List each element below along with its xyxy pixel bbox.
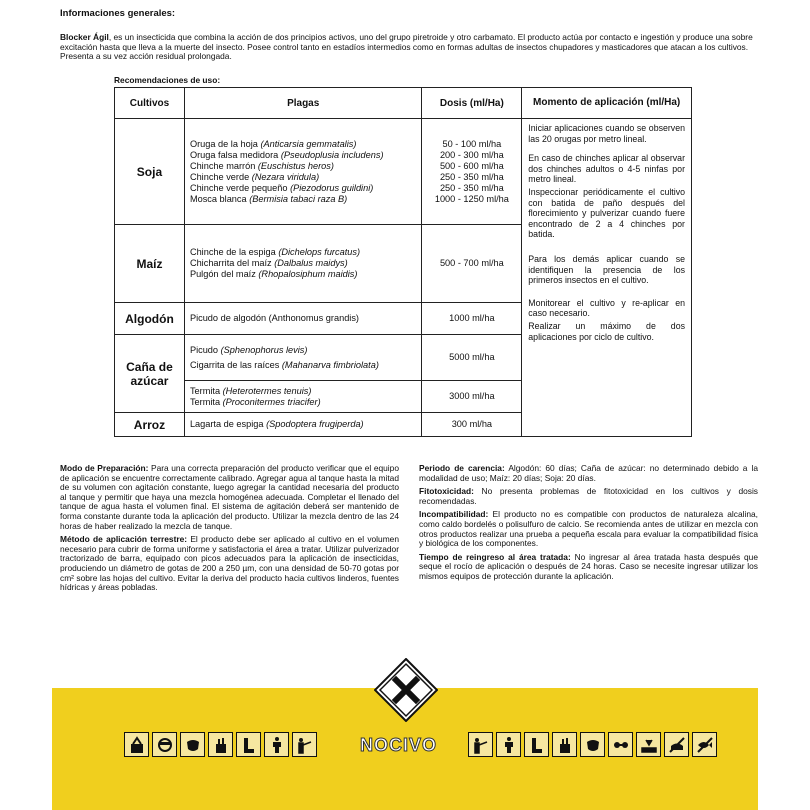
spraying-icon: [468, 732, 493, 757]
momento-item: Monitorear el cultivo y re-aplicar en caso necesario.: [528, 297, 685, 319]
mask-icon: [580, 732, 605, 757]
pest-item: Pulgón del maíz (Rhopalosiphum maidis): [189, 269, 358, 279]
preparation: Modo de Preparación: Para una correcta preparación del producto verificar que el equipo de aplicación se encuentre correctamente calibrado. Agregar agua al tanque hasta la mitad de su volumen con agitación constante, luego agregar la cantidad necesaria del producto al tanque y permitir que haya una mezcla homogénea adecuada. Completar el llenado del tanque de agua hasta el volumen final. El sistema de agitación deberá ser mantenido de forma constante durante toda la aplicación del producto. Utilizar la mezcla dentro de las 24 horas de haber realizado la mezcla de tanque.: [60, 463, 399, 531]
dose-item: 250 - 350 ml/ha: [439, 171, 504, 182]
pest-item: Chinche de la espiga (Dichelops furcatus): [189, 247, 361, 257]
dose-item: 250 - 350 ml/ha: [439, 182, 504, 193]
pest-item: Termita (Proconitermes triacifer): [189, 396, 321, 407]
pests-cana-1: [184, 335, 422, 381]
crop-maiz: Maíz: [115, 225, 185, 303]
momento-item: Inspeccionar periódicamente el cultivo con batida de paño después del florecimiento y pulverizar cuando fuere encontrado de 2 a 4 chinches por batida.: [528, 186, 685, 240]
crop-cana-line1: Caña de: [126, 359, 173, 374]
general-info: [60, 8, 758, 62]
reingreso: Tiempo de reingreso al área tratada: No ingresar al área tratada hasta después que seque el rocío de aplicación o después de 24 horas. Caso se necesite ingresar utilizar los mismos equipos de protección durante la aplicación.: [419, 551, 758, 581]
dose-maiz: 500 - 700 ml/ha: [422, 225, 522, 303]
recommendations-title: Recomendaciones de uso:: [114, 75, 221, 85]
recommendations-table: [114, 87, 692, 437]
gloves-icon: [552, 732, 577, 757]
gloves-icon: [208, 732, 233, 757]
incompatibilidad: Incompatibilidad: El producto no es compatible con productos de naturaleza alcalina, como caldo bordelés o polisulfuro de calcio. Se recomienda antes de utilizar en mezcla con otros productos realizar una prueba a pequeña escala para evaluar la compatibilidad física y biológica de los componentes.: [419, 509, 758, 549]
pest-item: Termita (Heterotermes tenuis): [189, 385, 312, 396]
dose-cana-1: 5000 ml/ha: [422, 335, 522, 381]
hazard-label: NOCIVO: [360, 735, 438, 755]
crop-algodon: Algodón: [115, 303, 185, 335]
pest-item: Mosca blanca (Bermisia tabaci raza B): [189, 193, 348, 204]
pests-maiz: [184, 225, 422, 303]
general-intro: [60, 33, 758, 62]
mask-icon: [180, 732, 205, 757]
crop-cana: [115, 335, 185, 413]
header-momento: Momento de aplicación (ml/Ha): [522, 88, 692, 119]
pest-item: Oruga de la hoja (Anticarsia gemmatalis): [189, 138, 357, 149]
row-soja: [115, 119, 692, 225]
product-name: Blocker Ágil: [60, 32, 109, 42]
intro-text: , es un insecticida que combina la acción de dos principios activos, uno del grupo piretroide y otro carbamato. El producto actúa por contacto e ingestión y produce una sobre excitación hasta que lleva a la muerte del insecto. Posee control tanto en estadíos intermedios como en formas adultas de insectos chupadores y masticadores que atacan a los cultivos. Presenta a su vez acción residual prolongada.: [60, 32, 753, 62]
momento-item: Iniciar aplicaciones cuando se observen las 20 orugas por metro lineal.: [528, 123, 685, 144]
overall-icon: [264, 732, 289, 757]
table-header: [115, 88, 692, 119]
crop-cana-line2: azúcar: [130, 373, 169, 388]
header-cultivos: Cultivos: [115, 88, 185, 119]
general-heading: Informaciones generales:: [60, 8, 176, 19]
application-method: Método de aplicación terrestre: El producto debe ser aplicado al cultivo en el volumen necesario para cubrir de forma uniforme y satisfactoria el área a tratar. Utilizar pulverizador tractorizado de barra, equipado con picos adecuados para la aplicación de insecticidas, produciendo un diámetro de gotas de 200 a 250 µm, con una densidad de 50-70 gotas por cm² sobre las hojas del cultivo. Evitar la deriva del producto hacia cultivos linderos, fuentes hídricas y áreas pobladas.: [60, 534, 399, 593]
pest-item: Chinche verde pequeño (Piezodorus guildini): [189, 182, 374, 193]
dose-algodon: 1000 ml/ha: [422, 303, 522, 335]
pest-item: Cigarrita de las raíces (Mahanarva fimbriolata): [189, 359, 379, 370]
overall-icon: [496, 732, 521, 757]
momento-item: Para los demás aplicar cuando se identifiquen la presencia de los primeros insectos en el cultivo.: [528, 253, 685, 286]
left-pictograms: [124, 732, 317, 758]
face-shield-icon: [152, 732, 177, 757]
doses-soja: [422, 119, 522, 225]
pest-algodon: Picudo de algodón (Anthonomus grandis): [184, 303, 422, 335]
pest-item: Chinche verde (Nezara viridula): [189, 171, 320, 182]
pest-arroz: Lagarta de espiga (Spodoptera frugiperda): [184, 413, 422, 437]
boots-icon: [524, 732, 549, 757]
right-pictograms: [468, 732, 717, 758]
fitotoxicidad: Fitotoxicidad: No presenta problemas de fitotoxicidad en los cultivos y dosis recomendadas.: [419, 486, 758, 506]
dose-item: 500 - 600 ml/ha: [439, 160, 504, 171]
dose-arroz: 300 ml/ha: [422, 413, 522, 437]
hazard-diamond: [374, 658, 438, 722]
pest-item: Oruga falsa medidora (Pseudoplusia includens): [189, 149, 384, 160]
spraying-icon: [292, 732, 317, 757]
mixing-icon: [124, 732, 149, 757]
pest-item: Chinche marrón (Euschistus heros): [189, 160, 334, 171]
boots-icon: [236, 732, 261, 757]
header-plagas: Plagas: [184, 88, 422, 119]
header-dosis: Dosis (ml/Ha): [422, 88, 522, 119]
pests-cana-2: [184, 381, 422, 413]
dose-item: 50 - 100 ml/ha: [442, 138, 502, 149]
pest-item: Chicharrita del maíz (Dalbalus maidys): [189, 258, 348, 268]
pest-item: Picudo (Sphenophorus levis): [189, 344, 308, 355]
right-column: [419, 464, 758, 597]
dose-item: 1000 - 1250 ml/ha: [434, 193, 509, 204]
dose-item: 200 - 300 ml/ha: [439, 149, 504, 160]
pests-soja: [184, 119, 422, 225]
dose-cana-2: 3000 ml/ha: [422, 381, 522, 413]
wash-icon: [636, 732, 661, 757]
momento-item: En caso de chinches aplicar al observar dos chinches adultos o 4-5 ninfas por metro lineal.: [528, 153, 685, 185]
instructions: [60, 464, 758, 597]
carencia: Periodo de carencia: Algodón: 60 días; Caña de azúcar: no determinado debido a la modalidad de uso; Maíz: 20 días; Soja: 20 días.: [419, 463, 758, 483]
crop-arroz: Arroz: [115, 413, 185, 437]
harmful-animals-icon: [664, 732, 689, 757]
goggles-icon: [608, 732, 633, 757]
momento-aplicacion: [522, 119, 692, 437]
x-cross-icon: [374, 658, 438, 722]
harmful-fish-icon: [692, 732, 717, 757]
crop-soja: Soja: [115, 119, 185, 225]
momento-item: Realizar un máximo de dos aplicaciones por ciclo de cultivo.: [528, 320, 685, 342]
left-column: [60, 464, 399, 597]
